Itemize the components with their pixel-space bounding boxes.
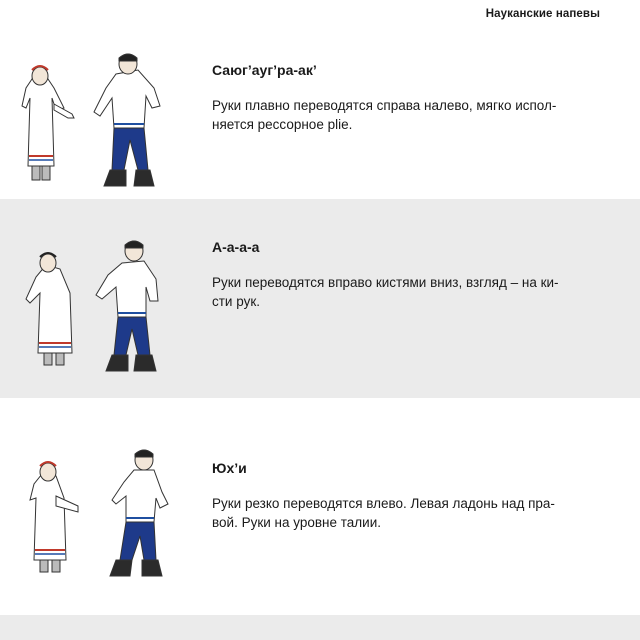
section-description: Руки переводятся вправо кистями вниз, взгляд – на ки- сти рук.	[212, 275, 559, 309]
section-3-text	[212, 460, 604, 532]
section-title: А-а-а-а	[212, 239, 260, 255]
section-title: Саюг’ауг’ра-ак’	[212, 62, 317, 78]
dancers-illustration-1	[20, 48, 200, 193]
section-2-text	[212, 239, 604, 311]
dancers-image	[20, 48, 200, 193]
section-1	[0, 0, 640, 199]
dancers-illustration-2	[20, 233, 200, 378]
dancers-image	[20, 233, 200, 378]
section-1-text	[212, 62, 604, 134]
dancers-illustration-3	[20, 446, 200, 586]
section-description: Руки резко переводятся влево. Левая ладонь над пра- вой. Руки на уровне талии.	[212, 496, 555, 530]
section-description: Руки плавно переводятся справа налево, мягко испол- няется рессорное plie.	[212, 98, 557, 132]
section-4-stub	[0, 615, 640, 640]
section-2	[0, 199, 640, 398]
section-title: Юх’и	[212, 460, 247, 476]
page-header: Науканские напевы	[485, 8, 600, 20]
section-3	[0, 398, 640, 615]
dancers-image	[20, 446, 200, 586]
